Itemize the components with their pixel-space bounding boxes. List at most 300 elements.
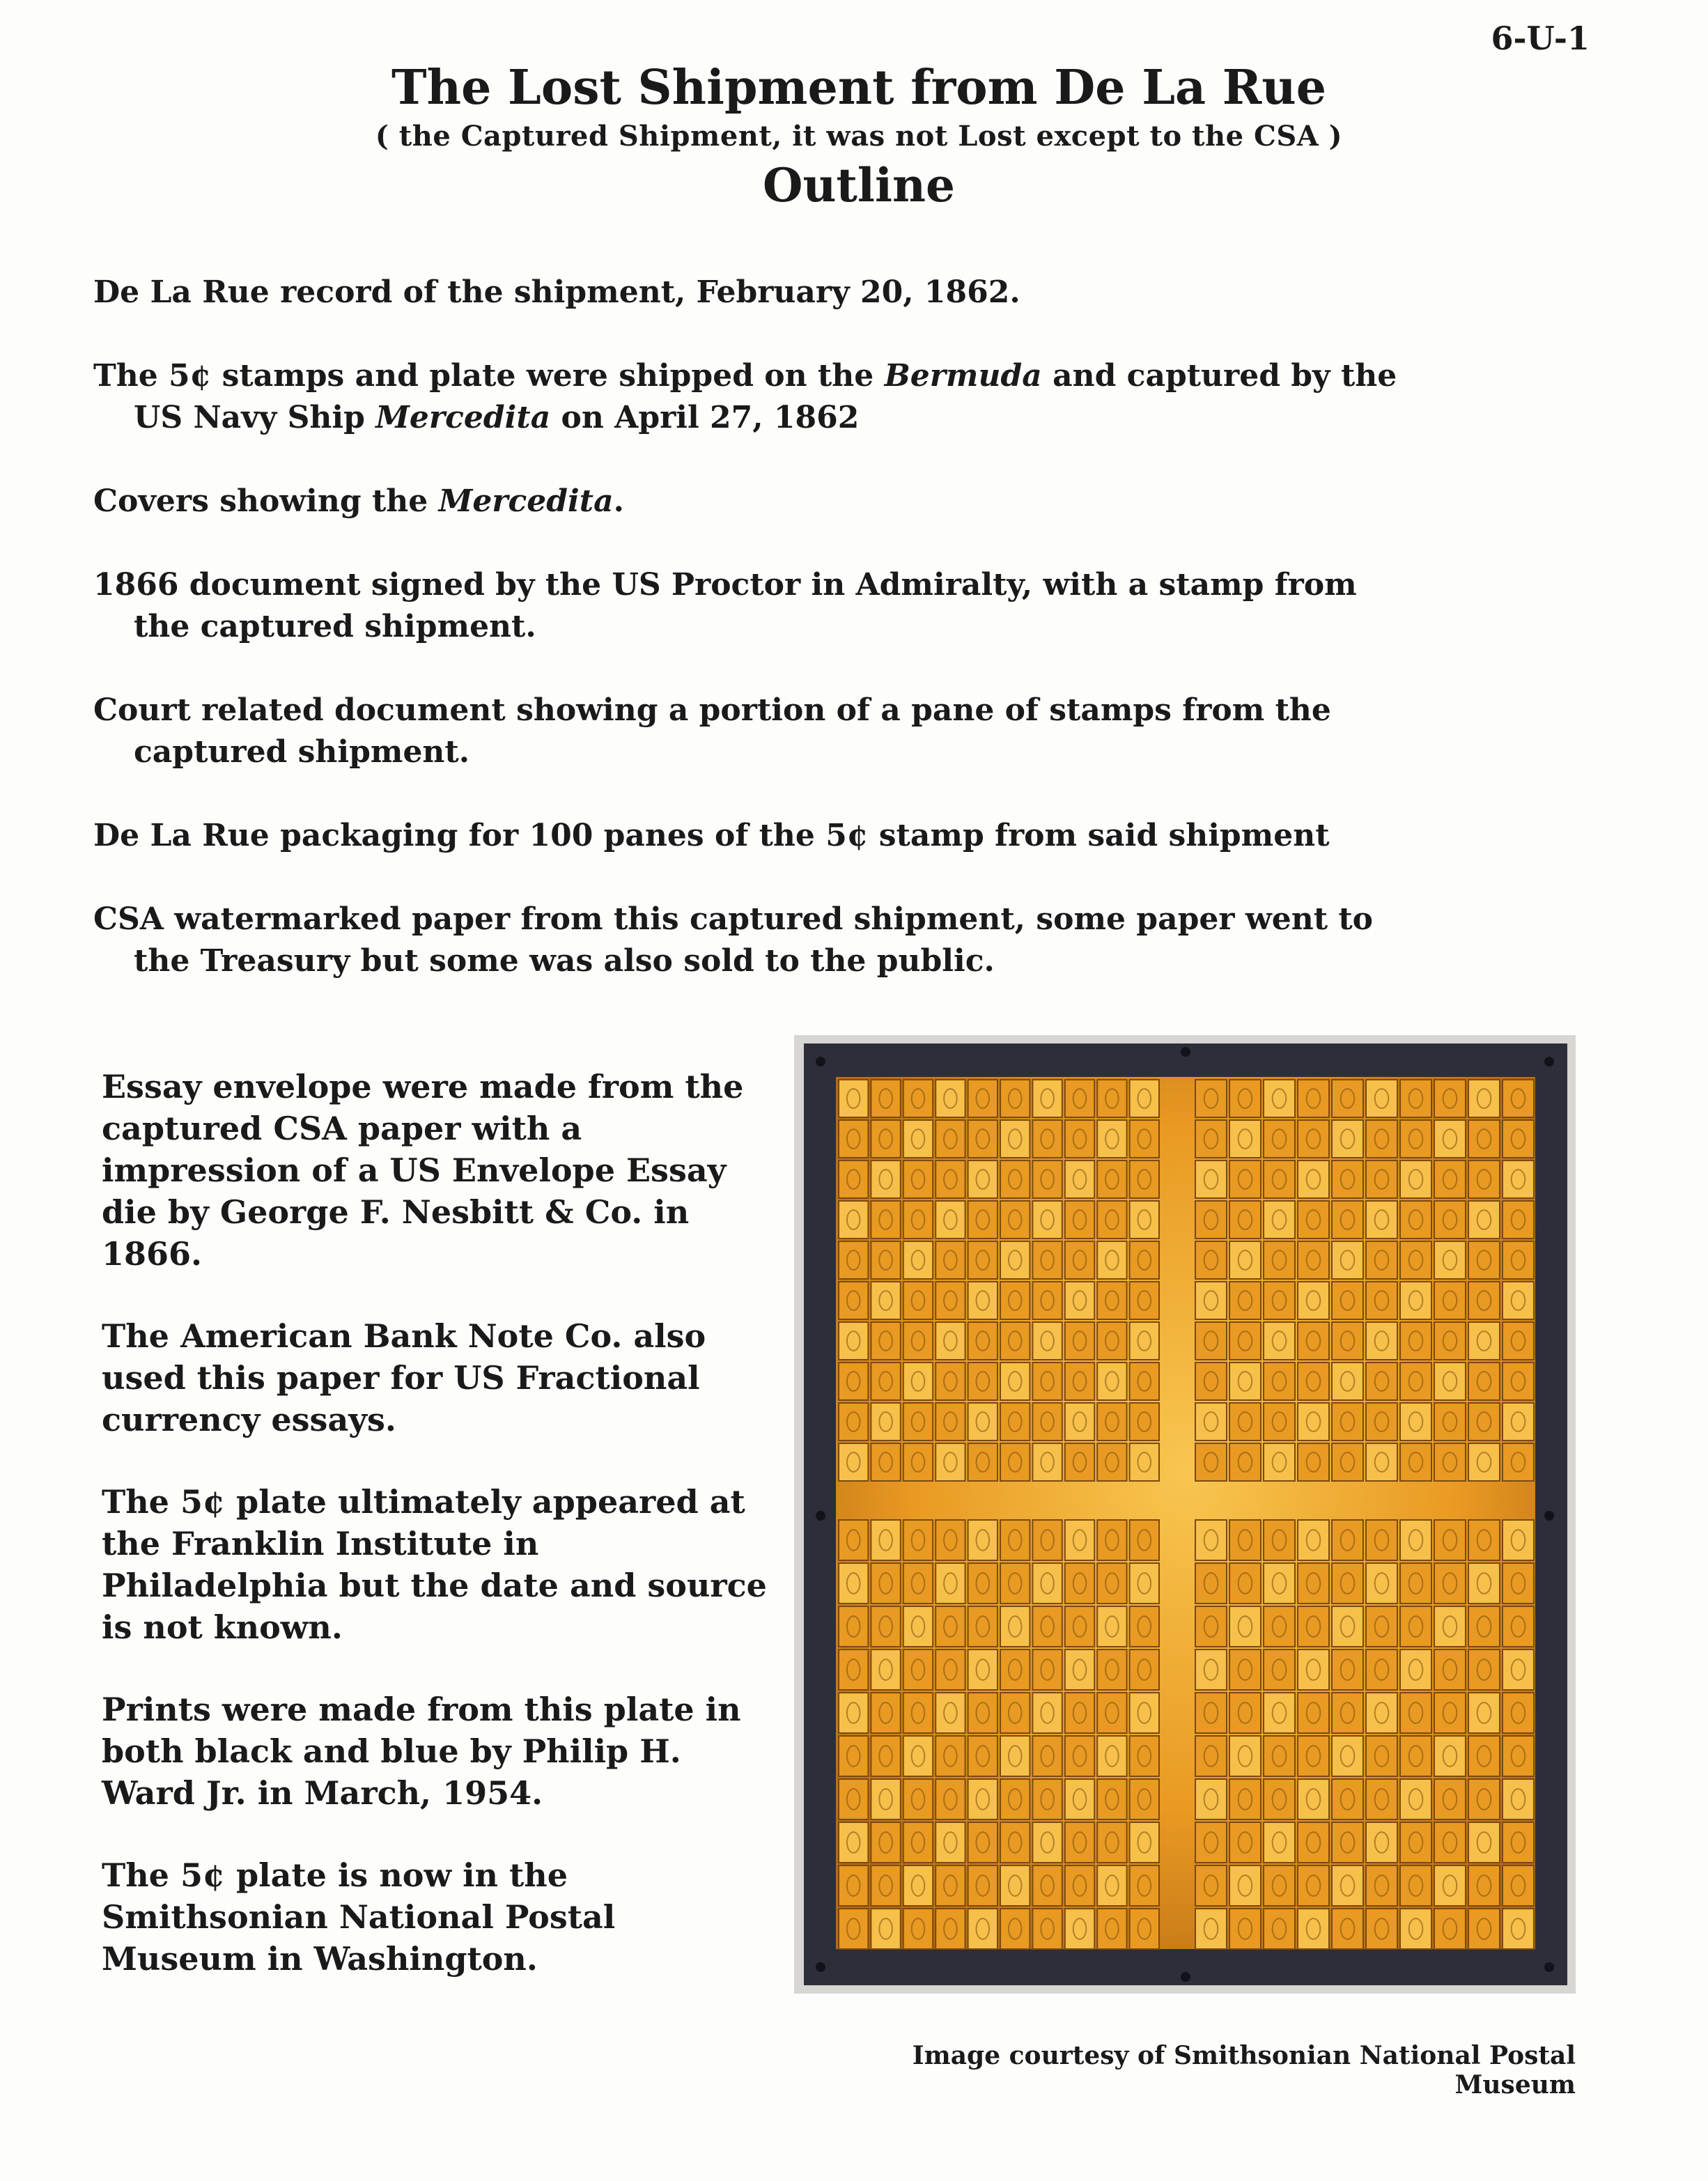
stamp-cell <box>1032 1520 1062 1560</box>
outline-item <box>93 355 1417 439</box>
stamp-cell <box>1298 1563 1329 1604</box>
stamp-cell <box>1065 1693 1094 1733</box>
stamp-cell <box>1468 1161 1500 1198</box>
stamp-cell <box>968 1909 997 1949</box>
stamp-cell <box>1468 1606 1500 1647</box>
stamp-cell <box>1332 1865 1363 1906</box>
stamp-cell <box>935 1161 965 1198</box>
stamp-cell <box>1229 1520 1261 1560</box>
stamp-cell <box>1332 1161 1363 1198</box>
stamp-cell <box>1065 1563 1094 1604</box>
printing-plate-photo <box>794 1035 1576 1994</box>
stamp-cell <box>1000 1779 1030 1819</box>
stamp-cell <box>871 1909 900 1949</box>
stamp-cell <box>1065 1403 1094 1441</box>
stamp-cell <box>871 1201 900 1239</box>
stamp-cell <box>871 1282 900 1319</box>
stamp-cell <box>903 1822 933 1863</box>
stamp-cell <box>1366 1282 1397 1319</box>
stamp-cell <box>935 1650 965 1690</box>
stamp-cell <box>1065 1650 1094 1690</box>
stamp-cell <box>1264 1443 1295 1481</box>
stamp-cell <box>1400 1650 1431 1690</box>
stamp-cell <box>1000 1865 1030 1906</box>
stamp-cell <box>1434 1080 1466 1117</box>
stamp-cell <box>1264 1736 1295 1776</box>
stamp-cell <box>1298 1080 1329 1117</box>
stamp-cell <box>903 1865 933 1906</box>
screw-hole <box>816 1057 825 1066</box>
stamp-cell <box>1264 1120 1295 1158</box>
stamp-cell <box>871 1693 900 1733</box>
stamp-cell <box>968 1403 997 1441</box>
note-paragraph: The American Bank Note Co. also used this paper for US Fractional currency essays. <box>102 1317 706 1438</box>
outline-item-text: CSA watermarked paper from this captured shipment, some paper went to the Treasury but some was also sold to the public. <box>93 901 1374 979</box>
stamp-cell <box>1097 1080 1126 1117</box>
page-subtitle: ( the Captured Shipment, it was not Lost except to the CSA ) <box>375 119 1343 153</box>
stamp-cell <box>1130 1080 1159 1117</box>
stamp-cell <box>1400 1322 1431 1360</box>
stamp-cell <box>1434 1161 1466 1198</box>
note-paragraph: The 5¢ plate is now in the Smithsonian National Postal Museum in Washington. <box>102 1856 616 1978</box>
stamp-cell <box>1400 1201 1431 1239</box>
stamp-cell <box>1000 1736 1030 1776</box>
stamp-cell <box>1400 1403 1431 1441</box>
stamp-cell <box>1503 1520 1534 1560</box>
stamp-cell <box>1366 1606 1397 1647</box>
stamp-cell <box>1332 1120 1363 1158</box>
stamp-cell <box>839 1650 868 1690</box>
stamp-cell <box>903 1120 933 1158</box>
stamp-cell <box>839 1563 868 1604</box>
stamp-cell <box>1130 1201 1159 1239</box>
stamp-cell <box>1000 1282 1030 1319</box>
stamp-cell <box>1332 1443 1363 1481</box>
stamp-cell <box>1434 1822 1466 1863</box>
stamp-cell <box>935 1736 965 1776</box>
stamp-cell <box>871 1443 900 1481</box>
stamp-cell <box>839 1201 868 1239</box>
stamp-cell <box>1097 1363 1126 1400</box>
stamp-cell <box>1298 1322 1329 1360</box>
outline-item <box>93 272 1417 313</box>
stamp-cell <box>1097 1736 1126 1776</box>
stamp-cell <box>1434 1909 1466 1949</box>
stamp-cell <box>1332 1693 1363 1733</box>
stamp-cell <box>1264 1865 1295 1906</box>
stamp-cell <box>968 1822 997 1863</box>
stamp-cell <box>1366 1650 1397 1690</box>
stamp-cell <box>1065 1241 1094 1279</box>
stamp-cell <box>1229 1443 1261 1481</box>
stamp-cell <box>1468 1322 1500 1360</box>
stamp-cell <box>1468 1563 1500 1604</box>
stamp-cell <box>839 1736 868 1776</box>
stamp-cell <box>1229 1363 1261 1400</box>
stamp-cell <box>871 1120 900 1158</box>
stamp-cell <box>1195 1322 1227 1360</box>
stamp-cell <box>1434 1736 1466 1776</box>
stamp-cell <box>839 1822 868 1863</box>
stamp-cell <box>1195 1736 1227 1776</box>
stamp-cell <box>1332 1282 1363 1319</box>
stamp-cell <box>1195 1693 1227 1733</box>
stamp-cell <box>839 1779 868 1819</box>
stamp-cell <box>1503 1161 1534 1198</box>
ship-name: Mercedita <box>375 400 551 435</box>
screw-hole <box>1544 1057 1554 1066</box>
stamp-cell <box>1032 1241 1062 1279</box>
stamp-cell <box>1229 1606 1261 1647</box>
stamp-cell <box>1298 1693 1329 1733</box>
stamp-cell <box>1468 1120 1500 1158</box>
stamp-cell <box>1000 1693 1030 1733</box>
ship-name: Mercedita <box>438 483 614 519</box>
stamp-cell <box>1032 1650 1062 1690</box>
stamp-cell <box>968 1650 997 1690</box>
stamp-cell <box>1468 1443 1500 1481</box>
stamp-cell <box>1097 1520 1126 1560</box>
page-header <box>10 60 1708 212</box>
stamp-cell <box>1229 1693 1261 1733</box>
stamp-cell <box>903 1693 933 1733</box>
screw-hole <box>1181 1972 1190 1982</box>
stamp-cell <box>1468 1201 1500 1239</box>
stamp-cell <box>1065 1201 1094 1239</box>
stamp-cell <box>871 1563 900 1604</box>
stamp-cell <box>1503 1909 1534 1949</box>
stamp-cell <box>871 1650 900 1690</box>
stamp-cell <box>1032 1563 1062 1604</box>
stamp-cell <box>839 1909 868 1949</box>
stamp-cell <box>1298 1606 1329 1647</box>
stamp-cell <box>1366 1779 1397 1819</box>
stamp-cell <box>1264 1161 1295 1198</box>
stamp-cell <box>1130 1822 1159 1863</box>
outline-item-text: The 5¢ stamps and plate were shipped on the <box>93 358 885 394</box>
stamp-cell <box>1032 1161 1062 1198</box>
stamp-cell <box>1400 1779 1431 1819</box>
stamp-cell <box>1097 1606 1126 1647</box>
stamp-cell <box>1503 1241 1534 1279</box>
stamp-cell <box>903 1650 933 1690</box>
stamp-cell <box>1366 1563 1397 1604</box>
stamp-cell <box>1264 1201 1295 1239</box>
stamp-cell <box>968 1120 997 1158</box>
stamp-cell <box>968 1282 997 1319</box>
stamp-cell <box>968 1606 997 1647</box>
outline-item-text: De La Rue record of the shipment, February 20, 1862. <box>93 274 1020 310</box>
stamp-cell <box>1434 1120 1466 1158</box>
stamp-cell <box>1065 1520 1094 1560</box>
stamp-cell <box>1468 1241 1500 1279</box>
stamp-cell <box>968 1241 997 1279</box>
note-paragraph: Essay envelope were made from the captured CSA paper with a impression of a US Envelope Essay die by George F. Nesbitt & Co. in 1866. <box>102 1068 744 1273</box>
stamp-cell <box>1195 1241 1227 1279</box>
stamp-cell <box>1503 1736 1534 1776</box>
stamp-cell <box>1400 1080 1431 1117</box>
stamp-cell <box>1000 1201 1030 1239</box>
stamp-cell <box>1298 1120 1329 1158</box>
screw-hole <box>816 1511 825 1521</box>
stamp-cell <box>1503 1080 1534 1117</box>
stamp-cell <box>935 1563 965 1604</box>
stamp-cell <box>1130 1606 1159 1647</box>
stamp-cell <box>1032 1822 1062 1863</box>
stamp-cell <box>1097 1161 1126 1198</box>
page-title: The Lost Shipment from De La Rue <box>391 60 1326 116</box>
stamp-cell <box>1434 1322 1466 1360</box>
stamp-cell <box>1400 1909 1431 1949</box>
outline-item-text: and captured by the US Navy Ship <box>134 358 1397 435</box>
stamp-cell <box>1130 1322 1159 1360</box>
stamp-cell <box>1503 1606 1534 1647</box>
outline-item-text: . <box>613 483 624 519</box>
stamp-cell <box>968 1363 997 1400</box>
stamp-cell <box>1229 1322 1261 1360</box>
stamp-cell <box>1229 1779 1261 1819</box>
stamp-cell <box>1298 1779 1329 1819</box>
stamp-cell <box>1503 1650 1534 1690</box>
stamp-cell <box>1097 1650 1126 1690</box>
stamp-cell <box>968 1201 997 1239</box>
stamp-cell <box>1032 1865 1062 1906</box>
stamp-cell <box>1229 1736 1261 1776</box>
stamp-cell <box>1195 1120 1227 1158</box>
stamp-cell <box>903 1443 933 1481</box>
stamp-cell <box>1366 1736 1397 1776</box>
stamp-cell <box>1434 1363 1466 1400</box>
stamp-cell <box>1000 1363 1030 1400</box>
stamp-cell <box>1097 1322 1126 1360</box>
stamp-cell <box>1000 1161 1030 1198</box>
stamp-cell <box>1065 1363 1094 1400</box>
stamp-cell <box>1400 1161 1431 1198</box>
stamp-cell <box>1332 1736 1363 1776</box>
stamp-cell <box>1332 1650 1363 1690</box>
stamp-cell <box>1264 1520 1295 1560</box>
stamp-cell <box>1229 1201 1261 1239</box>
stamp-cell <box>1434 1520 1466 1560</box>
stamp-cell <box>1097 1282 1126 1319</box>
stamp-cell <box>1366 1201 1397 1239</box>
stamp-cell <box>1366 1120 1397 1158</box>
stamp-cell <box>1468 1779 1500 1819</box>
stamp-cell <box>1400 1822 1431 1863</box>
stamp-cell <box>968 1865 997 1906</box>
stamp-cell <box>1332 1563 1363 1604</box>
outline-item <box>93 564 1417 648</box>
stamp-cell <box>1264 1650 1295 1690</box>
stamp-cell <box>1503 1282 1534 1319</box>
stamp-cell <box>935 1322 965 1360</box>
stamp-cell <box>1130 1779 1159 1819</box>
stamp-cell <box>871 1865 900 1906</box>
stamp-cell <box>1264 1080 1295 1117</box>
stamp-cell <box>839 1282 868 1319</box>
stamp-cell <box>935 1363 965 1400</box>
stamp-cell <box>839 1363 868 1400</box>
stamp-cell <box>1298 1282 1329 1319</box>
stamp-cell <box>1130 1563 1159 1604</box>
stamp-cell <box>1434 1563 1466 1604</box>
stamp-cell <box>968 1779 997 1819</box>
stamp-cell <box>1130 1161 1159 1198</box>
stamp-cell <box>1097 1865 1126 1906</box>
stamp-cell <box>935 1606 965 1647</box>
stamp-cell <box>1264 1563 1295 1604</box>
stamp-cell <box>1032 1693 1062 1733</box>
stamp-cell <box>1097 1779 1126 1819</box>
stamp-cell <box>1503 1443 1534 1481</box>
stamp-cell <box>1032 1606 1062 1647</box>
stamp-cell <box>1298 1736 1329 1776</box>
plate-notes <box>102 1066 770 2020</box>
stamp-cell <box>1400 1736 1431 1776</box>
stamp-cell <box>1000 1322 1030 1360</box>
stamp-cell <box>839 1520 868 1560</box>
stamp-cell <box>1503 1201 1534 1239</box>
stamp-cell <box>1366 1909 1397 1949</box>
printing-plate-illustration <box>794 1035 1576 1994</box>
outline-item <box>93 815 1417 857</box>
ship-name: Bermuda <box>884 358 1042 394</box>
stamp-cell <box>1097 1563 1126 1604</box>
stamp-cell <box>1065 1120 1094 1158</box>
stamp-cell <box>935 1865 965 1906</box>
stamp-cell <box>1195 1779 1227 1819</box>
stamp-cell <box>1130 1909 1159 1949</box>
stamp-cell <box>1298 1363 1329 1400</box>
stamp-cell <box>1065 1736 1094 1776</box>
stamp-cell <box>871 1080 900 1117</box>
stamp-cell <box>1468 1693 1500 1733</box>
stamp-cell <box>1065 1909 1094 1949</box>
stamp-cell <box>1468 1822 1500 1863</box>
stamp-cell <box>1434 1443 1466 1481</box>
stamp-cell <box>968 1563 997 1604</box>
stamp-cell <box>1468 1080 1500 1117</box>
stamp-cell <box>935 1241 965 1279</box>
stamp-cell <box>1130 1736 1159 1776</box>
stamp-cell <box>839 1241 868 1279</box>
stamp-cell <box>1264 1403 1295 1441</box>
stamp-cell <box>1097 1201 1126 1239</box>
stamp-cell <box>1366 1080 1397 1117</box>
stamp-cell <box>1503 1865 1534 1906</box>
stamp-cell <box>1298 1161 1329 1198</box>
stamp-cell <box>1298 1241 1329 1279</box>
stamp-cell <box>1065 1443 1094 1481</box>
stamp-cell <box>1332 1606 1363 1647</box>
stamp-cell <box>871 1520 900 1560</box>
stamp-cell <box>1032 1736 1062 1776</box>
stamp-cell <box>968 1322 997 1360</box>
stamp-cell <box>935 1909 965 1949</box>
stamp-cell <box>1503 1822 1534 1863</box>
stamp-cell <box>903 1161 933 1198</box>
outline-item-text: De La Rue packaging for 100 panes of the 5¢ stamp from said shipment <box>93 818 1330 853</box>
stamp-cell <box>1366 1693 1397 1733</box>
stamp-cell <box>1032 1201 1062 1239</box>
stamp-cell <box>1332 1520 1363 1560</box>
stamp-cell <box>1229 1120 1261 1158</box>
stamp-cell <box>1097 1120 1126 1158</box>
stamp-cell <box>871 1363 900 1400</box>
stamp-cell <box>1400 1241 1431 1279</box>
screw-hole <box>1181 1047 1190 1057</box>
stamp-cell <box>935 1120 965 1158</box>
stamp-cell <box>839 1606 868 1647</box>
stamp-cell <box>1264 1322 1295 1360</box>
stamp-cell <box>871 1606 900 1647</box>
stamp-cell <box>903 1282 933 1319</box>
stamp-cell <box>1366 1443 1397 1481</box>
stamp-cell <box>1130 1650 1159 1690</box>
stamp-cell <box>1065 1322 1094 1360</box>
stamp-cell <box>1195 1520 1227 1560</box>
outline-item-text: Court related document showing a portion of a pane of stamps from the captured shipment. <box>93 692 1331 770</box>
stamp-cell <box>839 1443 868 1481</box>
stamp-cell <box>1332 1909 1363 1949</box>
stamp-cell <box>1468 1363 1500 1400</box>
stamp-cell <box>1195 1080 1227 1117</box>
stamp-cell <box>935 1403 965 1441</box>
stamp-cell <box>903 1080 933 1117</box>
stamp-cell <box>1229 1563 1261 1604</box>
stamp-cell <box>903 1363 933 1400</box>
stamp-cell <box>903 1606 933 1647</box>
stamp-cell <box>1468 1282 1500 1319</box>
stamp-cell <box>1000 1563 1030 1604</box>
stamp-cell <box>1097 1403 1126 1441</box>
stamp-cell <box>1366 1241 1397 1279</box>
stamp-cell <box>1366 1161 1397 1198</box>
stamp-cell <box>935 1443 965 1481</box>
stamp-cell <box>1332 1403 1363 1441</box>
stamp-cell <box>1366 1865 1397 1906</box>
stamp-cell <box>1229 1865 1261 1906</box>
stamp-cell <box>968 1080 997 1117</box>
stamp-cell <box>903 1563 933 1604</box>
stamp-cell <box>1332 1822 1363 1863</box>
stamp-cell <box>1000 1909 1030 1949</box>
stamp-cell <box>1468 1909 1500 1949</box>
stamp-cell <box>1195 1282 1227 1319</box>
stamp-cell <box>935 1520 965 1560</box>
stamp-cell <box>1130 1282 1159 1319</box>
stamp-cell <box>1065 1779 1094 1819</box>
outline-list <box>93 272 1417 1024</box>
stamp-cell <box>1130 1120 1159 1158</box>
outline-item-text: on April 27, 1862 <box>550 400 860 435</box>
stamp-cell <box>1434 1201 1466 1239</box>
stamp-cell <box>1298 1650 1329 1690</box>
stamp-cell <box>1332 1363 1363 1400</box>
stamp-cell <box>1195 1606 1227 1647</box>
stamp-cell <box>1366 1363 1397 1400</box>
stamp-cell <box>1298 1865 1329 1906</box>
stamp-cell <box>839 1693 868 1733</box>
stamp-cell <box>1264 1822 1295 1863</box>
stamp-cell <box>1434 1606 1466 1647</box>
note-paragraph: The 5¢ plate ultimately appeared at the Franklin Institute in Philadelphia but the date and source is not known. <box>102 1483 767 1646</box>
stamp-cell <box>1032 1779 1062 1819</box>
stamp-cell <box>1229 1909 1261 1949</box>
stamp-cell <box>1332 1080 1363 1117</box>
stamp-cell <box>1229 1282 1261 1319</box>
stamp-cell <box>1503 1403 1534 1441</box>
